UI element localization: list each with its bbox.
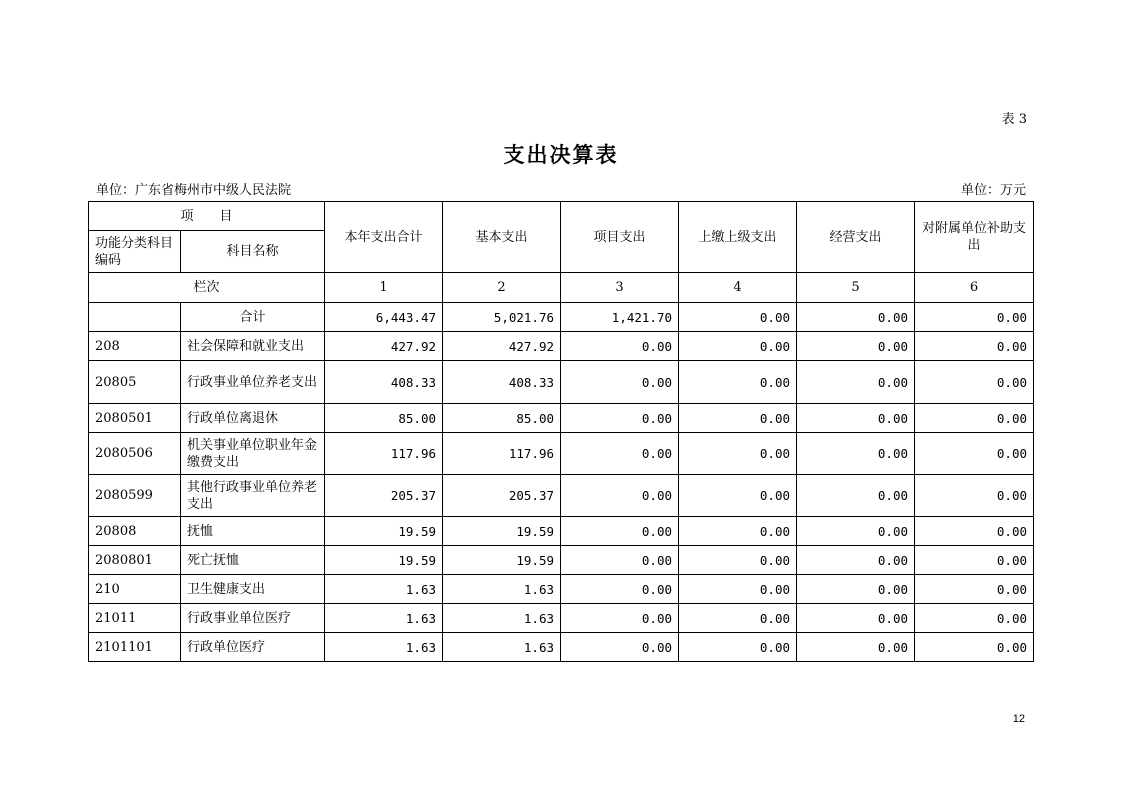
header-name: 科目名称 bbox=[181, 231, 325, 273]
code-cell: 2101101 bbox=[89, 633, 181, 662]
seq-cell: 3 bbox=[561, 273, 679, 303]
value-cell: 0.00 bbox=[915, 633, 1034, 662]
header-code: 功能分类科目编码 bbox=[89, 231, 181, 273]
value-cell: 0.00 bbox=[915, 517, 1034, 546]
seq-cell: 1 bbox=[325, 273, 443, 303]
seq-cell: 5 bbox=[797, 273, 915, 303]
value-cell: 0.00 bbox=[797, 303, 915, 332]
value-cell: 427.92 bbox=[443, 332, 561, 361]
value-cell: 117.96 bbox=[443, 433, 561, 475]
seq-cell: 6 bbox=[915, 273, 1034, 303]
header-business: 经营支出 bbox=[797, 202, 915, 273]
header-project: 项目支出 bbox=[561, 202, 679, 273]
page-title: 支出决算表 bbox=[503, 142, 619, 167]
value-cell: 0.00 bbox=[561, 433, 679, 475]
name-cell: 行政事业单位医疗 bbox=[181, 604, 325, 633]
name-cell: 其他行政事业单位养老支出 bbox=[181, 475, 325, 517]
value-cell: 0.00 bbox=[915, 575, 1034, 604]
value-cell: 0.00 bbox=[679, 475, 797, 517]
unit-organization: 单位：广东省梅州市中级人民法院 bbox=[96, 183, 292, 198]
name-cell: 卫生健康支出 bbox=[181, 575, 325, 604]
code-cell: 20805 bbox=[89, 361, 181, 404]
value-cell: 1.63 bbox=[443, 575, 561, 604]
value-cell: 0.00 bbox=[561, 546, 679, 575]
value-cell: 0.00 bbox=[797, 433, 915, 475]
table-row bbox=[89, 361, 1034, 404]
value-cell: 0.00 bbox=[915, 332, 1034, 361]
value-cell: 0.00 bbox=[561, 517, 679, 546]
value-cell: 0.00 bbox=[679, 546, 797, 575]
value-cell: 205.37 bbox=[325, 475, 443, 517]
code-cell: 2080599 bbox=[89, 475, 181, 517]
value-cell: 1.63 bbox=[325, 633, 443, 662]
value-cell: 0.00 bbox=[679, 332, 797, 361]
value-cell: 0.00 bbox=[915, 433, 1034, 475]
table-row bbox=[89, 475, 1034, 517]
value-cell: 0.00 bbox=[561, 404, 679, 433]
value-cell: 0.00 bbox=[561, 332, 679, 361]
value-cell: 0.00 bbox=[797, 361, 915, 404]
header-item: 项 目 bbox=[89, 202, 325, 231]
table-row bbox=[89, 575, 1034, 604]
name-cell: 行政事业单位养老支出 bbox=[181, 361, 325, 404]
expenditure-table bbox=[88, 201, 1034, 662]
value-cell: 408.33 bbox=[443, 361, 561, 404]
seq-cell: 4 bbox=[679, 273, 797, 303]
table-row bbox=[89, 604, 1034, 633]
table-row bbox=[89, 433, 1034, 475]
unit-currency: 单位：万元 bbox=[960, 183, 1026, 198]
value-cell: 0.00 bbox=[797, 575, 915, 604]
name-cell: 抚恤 bbox=[181, 517, 325, 546]
name-cell: 死亡抚恤 bbox=[181, 546, 325, 575]
code-cell: 2080506 bbox=[89, 433, 181, 475]
value-cell: 19.59 bbox=[443, 517, 561, 546]
table-row bbox=[89, 546, 1034, 575]
table-row bbox=[89, 332, 1034, 361]
value-cell: 0.00 bbox=[915, 404, 1034, 433]
header-total: 本年支出合计 bbox=[325, 202, 443, 273]
value-cell: 0.00 bbox=[915, 303, 1034, 332]
seq-cell: 2 bbox=[443, 273, 561, 303]
value-cell: 0.00 bbox=[797, 546, 915, 575]
value-cell: 0.00 bbox=[561, 475, 679, 517]
value-cell: 0.00 bbox=[679, 575, 797, 604]
table-row bbox=[89, 633, 1034, 662]
code-cell: 210 bbox=[89, 575, 181, 604]
total-code-cell bbox=[89, 303, 181, 332]
name-cell: 机关事业单位职业年金缴费支出 bbox=[181, 433, 325, 475]
code-cell: 208 bbox=[89, 332, 181, 361]
value-cell: 0.00 bbox=[797, 332, 915, 361]
value-cell: 0.00 bbox=[561, 575, 679, 604]
value-cell: 0.00 bbox=[679, 633, 797, 662]
value-cell: 19.59 bbox=[325, 517, 443, 546]
value-cell: 1.63 bbox=[325, 575, 443, 604]
value-cell: 6,443.47 bbox=[325, 303, 443, 332]
value-cell: 0.00 bbox=[915, 361, 1034, 404]
code-cell: 2080501 bbox=[89, 404, 181, 433]
code-cell: 2080801 bbox=[89, 546, 181, 575]
name-cell: 行政单位医疗 bbox=[181, 633, 325, 662]
value-cell: 0.00 bbox=[797, 517, 915, 546]
value-cell: 0.00 bbox=[915, 546, 1034, 575]
value-cell: 0.00 bbox=[561, 604, 679, 633]
value-cell: 0.00 bbox=[679, 404, 797, 433]
value-cell: 0.00 bbox=[679, 361, 797, 404]
value-cell: 85.00 bbox=[325, 404, 443, 433]
code-cell: 21011 bbox=[89, 604, 181, 633]
value-cell: 0.00 bbox=[679, 517, 797, 546]
value-cell: 408.33 bbox=[325, 361, 443, 404]
header-basic: 基本支出 bbox=[443, 202, 561, 273]
value-cell: 0.00 bbox=[915, 475, 1034, 517]
value-cell: 205.37 bbox=[443, 475, 561, 517]
value-cell: 5,021.76 bbox=[443, 303, 561, 332]
table-row bbox=[89, 404, 1034, 433]
value-cell: 0.00 bbox=[797, 404, 915, 433]
value-cell: 19.59 bbox=[443, 546, 561, 575]
value-cell: 0.00 bbox=[797, 633, 915, 662]
value-cell: 1,421.70 bbox=[561, 303, 679, 332]
header-upper: 上缴上级支出 bbox=[679, 202, 797, 273]
value-cell: 85.00 bbox=[443, 404, 561, 433]
page-number: 12 bbox=[1012, 713, 1025, 725]
table-number: 表 3 bbox=[1001, 112, 1027, 127]
value-cell: 0.00 bbox=[797, 604, 915, 633]
value-cell: 1.63 bbox=[325, 604, 443, 633]
header-seq-label: 栏次 bbox=[89, 273, 325, 303]
value-cell: 1.63 bbox=[443, 604, 561, 633]
table-row bbox=[89, 517, 1034, 546]
name-cell: 社会保障和就业支出 bbox=[181, 332, 325, 361]
header-subsidy: 对附属单位补助支出 bbox=[915, 202, 1034, 273]
value-cell: 0.00 bbox=[797, 475, 915, 517]
total-label: 合计 bbox=[181, 303, 325, 332]
value-cell: 0.00 bbox=[915, 604, 1034, 633]
name-cell: 行政单位离退休 bbox=[181, 404, 325, 433]
value-cell: 1.63 bbox=[443, 633, 561, 662]
value-cell: 0.00 bbox=[679, 604, 797, 633]
value-cell: 117.96 bbox=[325, 433, 443, 475]
code-cell: 20808 bbox=[89, 517, 181, 546]
value-cell: 0.00 bbox=[679, 433, 797, 475]
value-cell: 0.00 bbox=[561, 361, 679, 404]
total-row bbox=[89, 303, 1034, 332]
value-cell: 19.59 bbox=[325, 546, 443, 575]
value-cell: 0.00 bbox=[561, 633, 679, 662]
value-cell: 0.00 bbox=[679, 303, 797, 332]
value-cell: 427.92 bbox=[325, 332, 443, 361]
